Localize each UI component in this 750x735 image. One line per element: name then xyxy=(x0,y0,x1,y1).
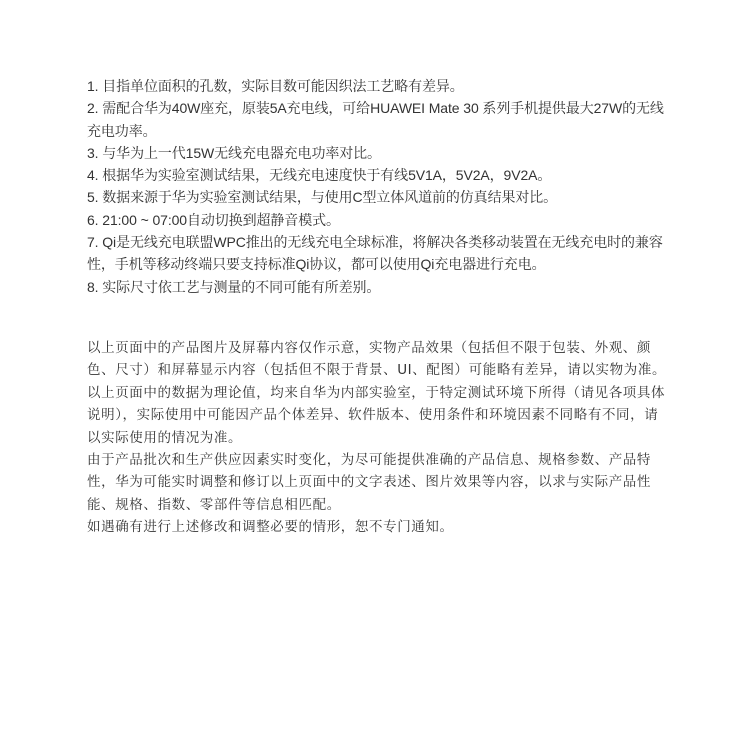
disclaimer-paragraph-notice: 如遇确有进行上述修改和调整必要的情形，恕不专门通知。 xyxy=(87,519,454,536)
footnote-5: 5. 数据来源于华为实验室测试结果，与使用C型立体风道前的仿真结果对比。 xyxy=(87,189,558,206)
footnotes-list xyxy=(87,75,667,298)
footnote-4: 4. 根据华为实验室测试结果，无线充电速度快于有线5V1A，5V2A，9V2A。 xyxy=(87,167,552,184)
footnote-2: 2. 需配合华为40W座充，原装5A充电线，可给HUAWEI Mate 30 系列手机提供最大27W的无线充电功率。 xyxy=(87,100,664,139)
disclaimer-section xyxy=(87,337,667,539)
footnote-1: 1. 目指单位面积的孔数，实际目数可能因织法工艺略有差异。 xyxy=(87,78,464,94)
footnote-7: 7. Qi是无线充电联盟WPC推出的无线充电全球标准，将解决各类移动装置在无线充电时的兼容性，手机等移动终端只要支持标准Qi协议，都可以使用Qi充电器进行充电。 xyxy=(87,234,663,273)
footnote-8: 8. 实际尺寸依工艺与测量的不同可能有所差别。 xyxy=(87,278,381,295)
footnote-3: 3. 与华为上一代15W无线充电器充电功率对比。 xyxy=(87,144,381,161)
disclaimer-paragraph-data: 以上页面中的数据为理论值，均来自华为内部实验室，于特定测试环境下所得（请见各项具体说明），实际使用中可能因产品个体差异、软件版本、使用条件和环境因素不同略有不同，请以实际使用的情况为准。 xyxy=(87,384,666,446)
disclaimer-paragraph-changes: 由于产品批次和生产供应因素实时变化，为尽可能提供准确的产品信息、规格参数、产品特性，华为可能实时调整和修订以上页面中的文字表述、图片效果等内容，以求与实际产品性能、规格、指数、零部件等信息相匹配。 xyxy=(87,452,651,513)
disclaimer-paragraph-images: 以上页面中的产品图片及屏幕内容仅作示意，实物产品效果（包括但不限于包装、外观、颜色、尺寸）和屏幕显示内容（包括但不限于背景、UI、配图）可能略有差异，请以实物为准。 xyxy=(87,340,667,379)
footnote-6: 6. 21:00 ~ 07:00自动切换到超静音模式。 xyxy=(87,211,340,228)
